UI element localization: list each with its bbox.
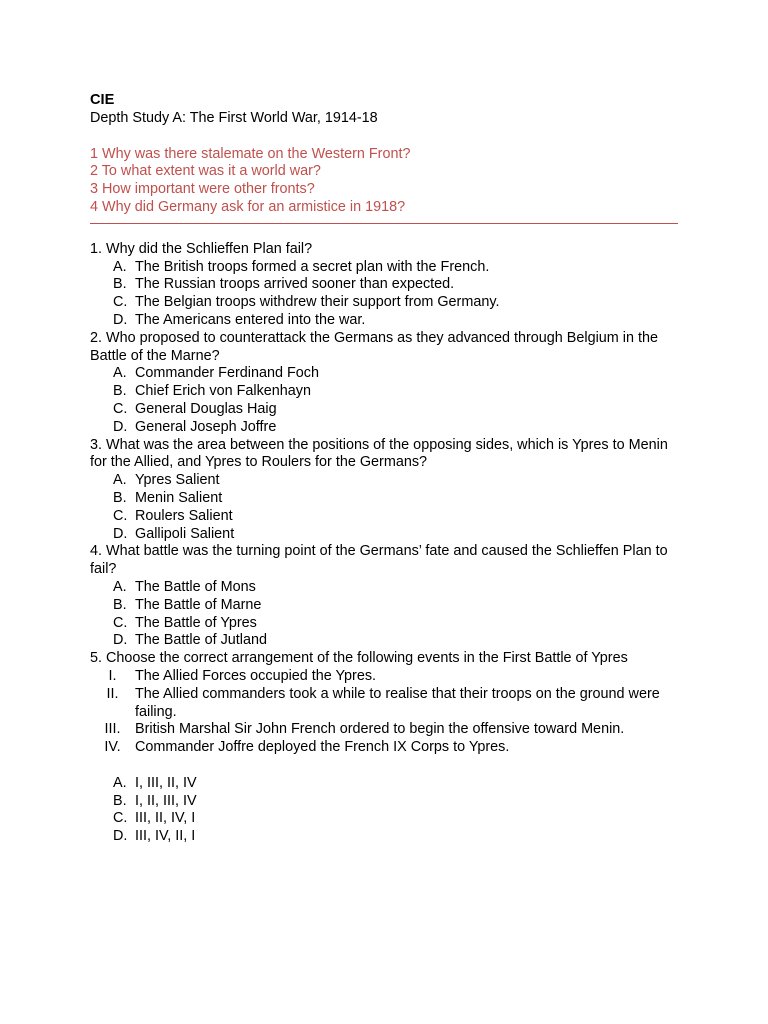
- option-label: C.: [113, 294, 128, 311]
- question-5: [90, 650, 680, 846]
- key-question: 3 How important were other fronts?: [90, 181, 315, 198]
- option-label: A.: [113, 365, 127, 382]
- document-subtitle: Depth Study A: The First World War, 1914-18: [90, 109, 378, 126]
- option-text: Menin Salient: [135, 489, 223, 506]
- answer-option: [90, 597, 680, 615]
- event-item: [90, 668, 680, 686]
- answer-option: [90, 632, 680, 650]
- option-text: Ypres Salient: [135, 472, 220, 489]
- option-label: A.: [113, 774, 127, 791]
- option-text: The Battle of Ypres: [135, 614, 257, 631]
- option-label: D.: [113, 311, 128, 328]
- question-4: [90, 543, 680, 650]
- option-text: The Belgian troops withdrew their support from Germany.: [135, 294, 500, 311]
- option-label: D.: [113, 828, 128, 845]
- spacer: [90, 757, 680, 775]
- option-text: III, II, IV, I: [135, 810, 196, 827]
- option-text: The Battle of Mons: [135, 578, 256, 595]
- answer-option: [90, 579, 680, 597]
- option-text: I, III, II, IV: [135, 774, 197, 791]
- answer-option: [90, 793, 680, 811]
- answer-option: [90, 526, 680, 544]
- option-label: C.: [113, 810, 128, 827]
- option-label: A.: [113, 578, 127, 595]
- event-label: III.: [104, 721, 121, 738]
- option-text: The British troops formed a secret plan with the French.: [135, 258, 490, 275]
- event-item: [90, 686, 680, 722]
- event-text: Commander Joffre deployed the French IX Corps to Ypres.: [135, 739, 510, 756]
- answer-option: [90, 383, 680, 401]
- key-question: 2 To what extent was it a world war?: [90, 163, 321, 180]
- question-stem: 2. Who proposed to counterattack the Germans as they advanced through Belgium in the Battle of the Marne?: [90, 329, 658, 364]
- answer-option: [90, 294, 680, 312]
- answer-option: [90, 508, 680, 526]
- option-label: B.: [113, 383, 127, 400]
- question-2: [90, 330, 680, 437]
- event-label: IV.: [104, 739, 121, 756]
- option-text: Roulers Salient: [135, 507, 233, 524]
- option-label: B.: [113, 276, 127, 293]
- document-page: [90, 92, 680, 846]
- event-item: [90, 721, 680, 739]
- event-label: I.: [108, 667, 117, 684]
- answer-option: [90, 365, 680, 383]
- answer-option: [90, 276, 680, 294]
- key-question: 1 Why was there stalemate on the Western Front?: [90, 145, 411, 162]
- answer-option: [90, 419, 680, 437]
- answer-option: [90, 472, 680, 490]
- option-text: The Battle of Jutland: [135, 632, 267, 649]
- option-label: D.: [113, 632, 128, 649]
- divider-line: [90, 223, 678, 224]
- event-label: II.: [106, 685, 119, 702]
- option-label: B.: [113, 596, 127, 613]
- answer-option: [90, 312, 680, 330]
- question-1: [90, 241, 680, 330]
- answer-option: [90, 810, 680, 828]
- option-text: The Russian troops arrived sooner than expected.: [135, 276, 455, 293]
- answer-option: [90, 615, 680, 633]
- question-stem: 3. What was the area between the positions of the opposing sides, which is Ypres to Menin for the Allied, and Ypres to Roulers for the Germans?: [90, 436, 668, 471]
- option-text: The Americans entered into the war.: [135, 311, 366, 328]
- question-stem: 5. Choose the correct arrangement of the following events in the First Battle of Ypres: [90, 650, 628, 667]
- option-label: D.: [113, 525, 128, 542]
- answer-option: [90, 490, 680, 508]
- answer-option: [90, 401, 680, 419]
- event-text: British Marshal Sir John French ordered to begin the offensive toward Menin.: [135, 721, 625, 738]
- event-text: The Allied commanders took a while to realise that their troops on the ground were failing.: [135, 685, 660, 720]
- option-text: I, II, III, IV: [135, 792, 197, 809]
- option-text: General Joseph Joffre: [135, 418, 277, 435]
- key-questions: [90, 146, 680, 217]
- option-text: Chief Erich von Falkenhayn: [135, 383, 311, 400]
- event-text: The Allied Forces occupied the Ypres.: [135, 667, 377, 684]
- option-label: A.: [113, 472, 127, 489]
- question-3: [90, 437, 680, 544]
- option-label: C.: [113, 400, 128, 417]
- document-title: CIE: [90, 92, 115, 108]
- option-label: C.: [113, 507, 128, 524]
- option-text: Commander Ferdinand Foch: [135, 365, 319, 382]
- question-stem: 4. What battle was the turning point of the Germans’ fate and caused the Schlieffen Plan to fail?: [90, 543, 668, 578]
- event-item: [90, 739, 680, 757]
- option-label: C.: [113, 614, 128, 631]
- option-label: A.: [113, 258, 127, 275]
- answer-option: [90, 259, 680, 277]
- option-label: B.: [113, 489, 127, 506]
- option-text: The Battle of Marne: [135, 596, 262, 613]
- question-stem: 1. Why did the Schlieffen Plan fail?: [90, 240, 313, 257]
- option-text: General Douglas Haig: [135, 400, 277, 417]
- question-list: [90, 241, 680, 846]
- option-label: B.: [113, 792, 127, 809]
- answer-option: [90, 828, 680, 846]
- option-text: III, IV, II, I: [135, 828, 196, 845]
- option-text: Gallipoli Salient: [135, 525, 235, 542]
- option-label: D.: [113, 418, 128, 435]
- key-question: 4 Why did Germany ask for an armistice in 1918?: [90, 198, 406, 215]
- answer-option: [90, 775, 680, 793]
